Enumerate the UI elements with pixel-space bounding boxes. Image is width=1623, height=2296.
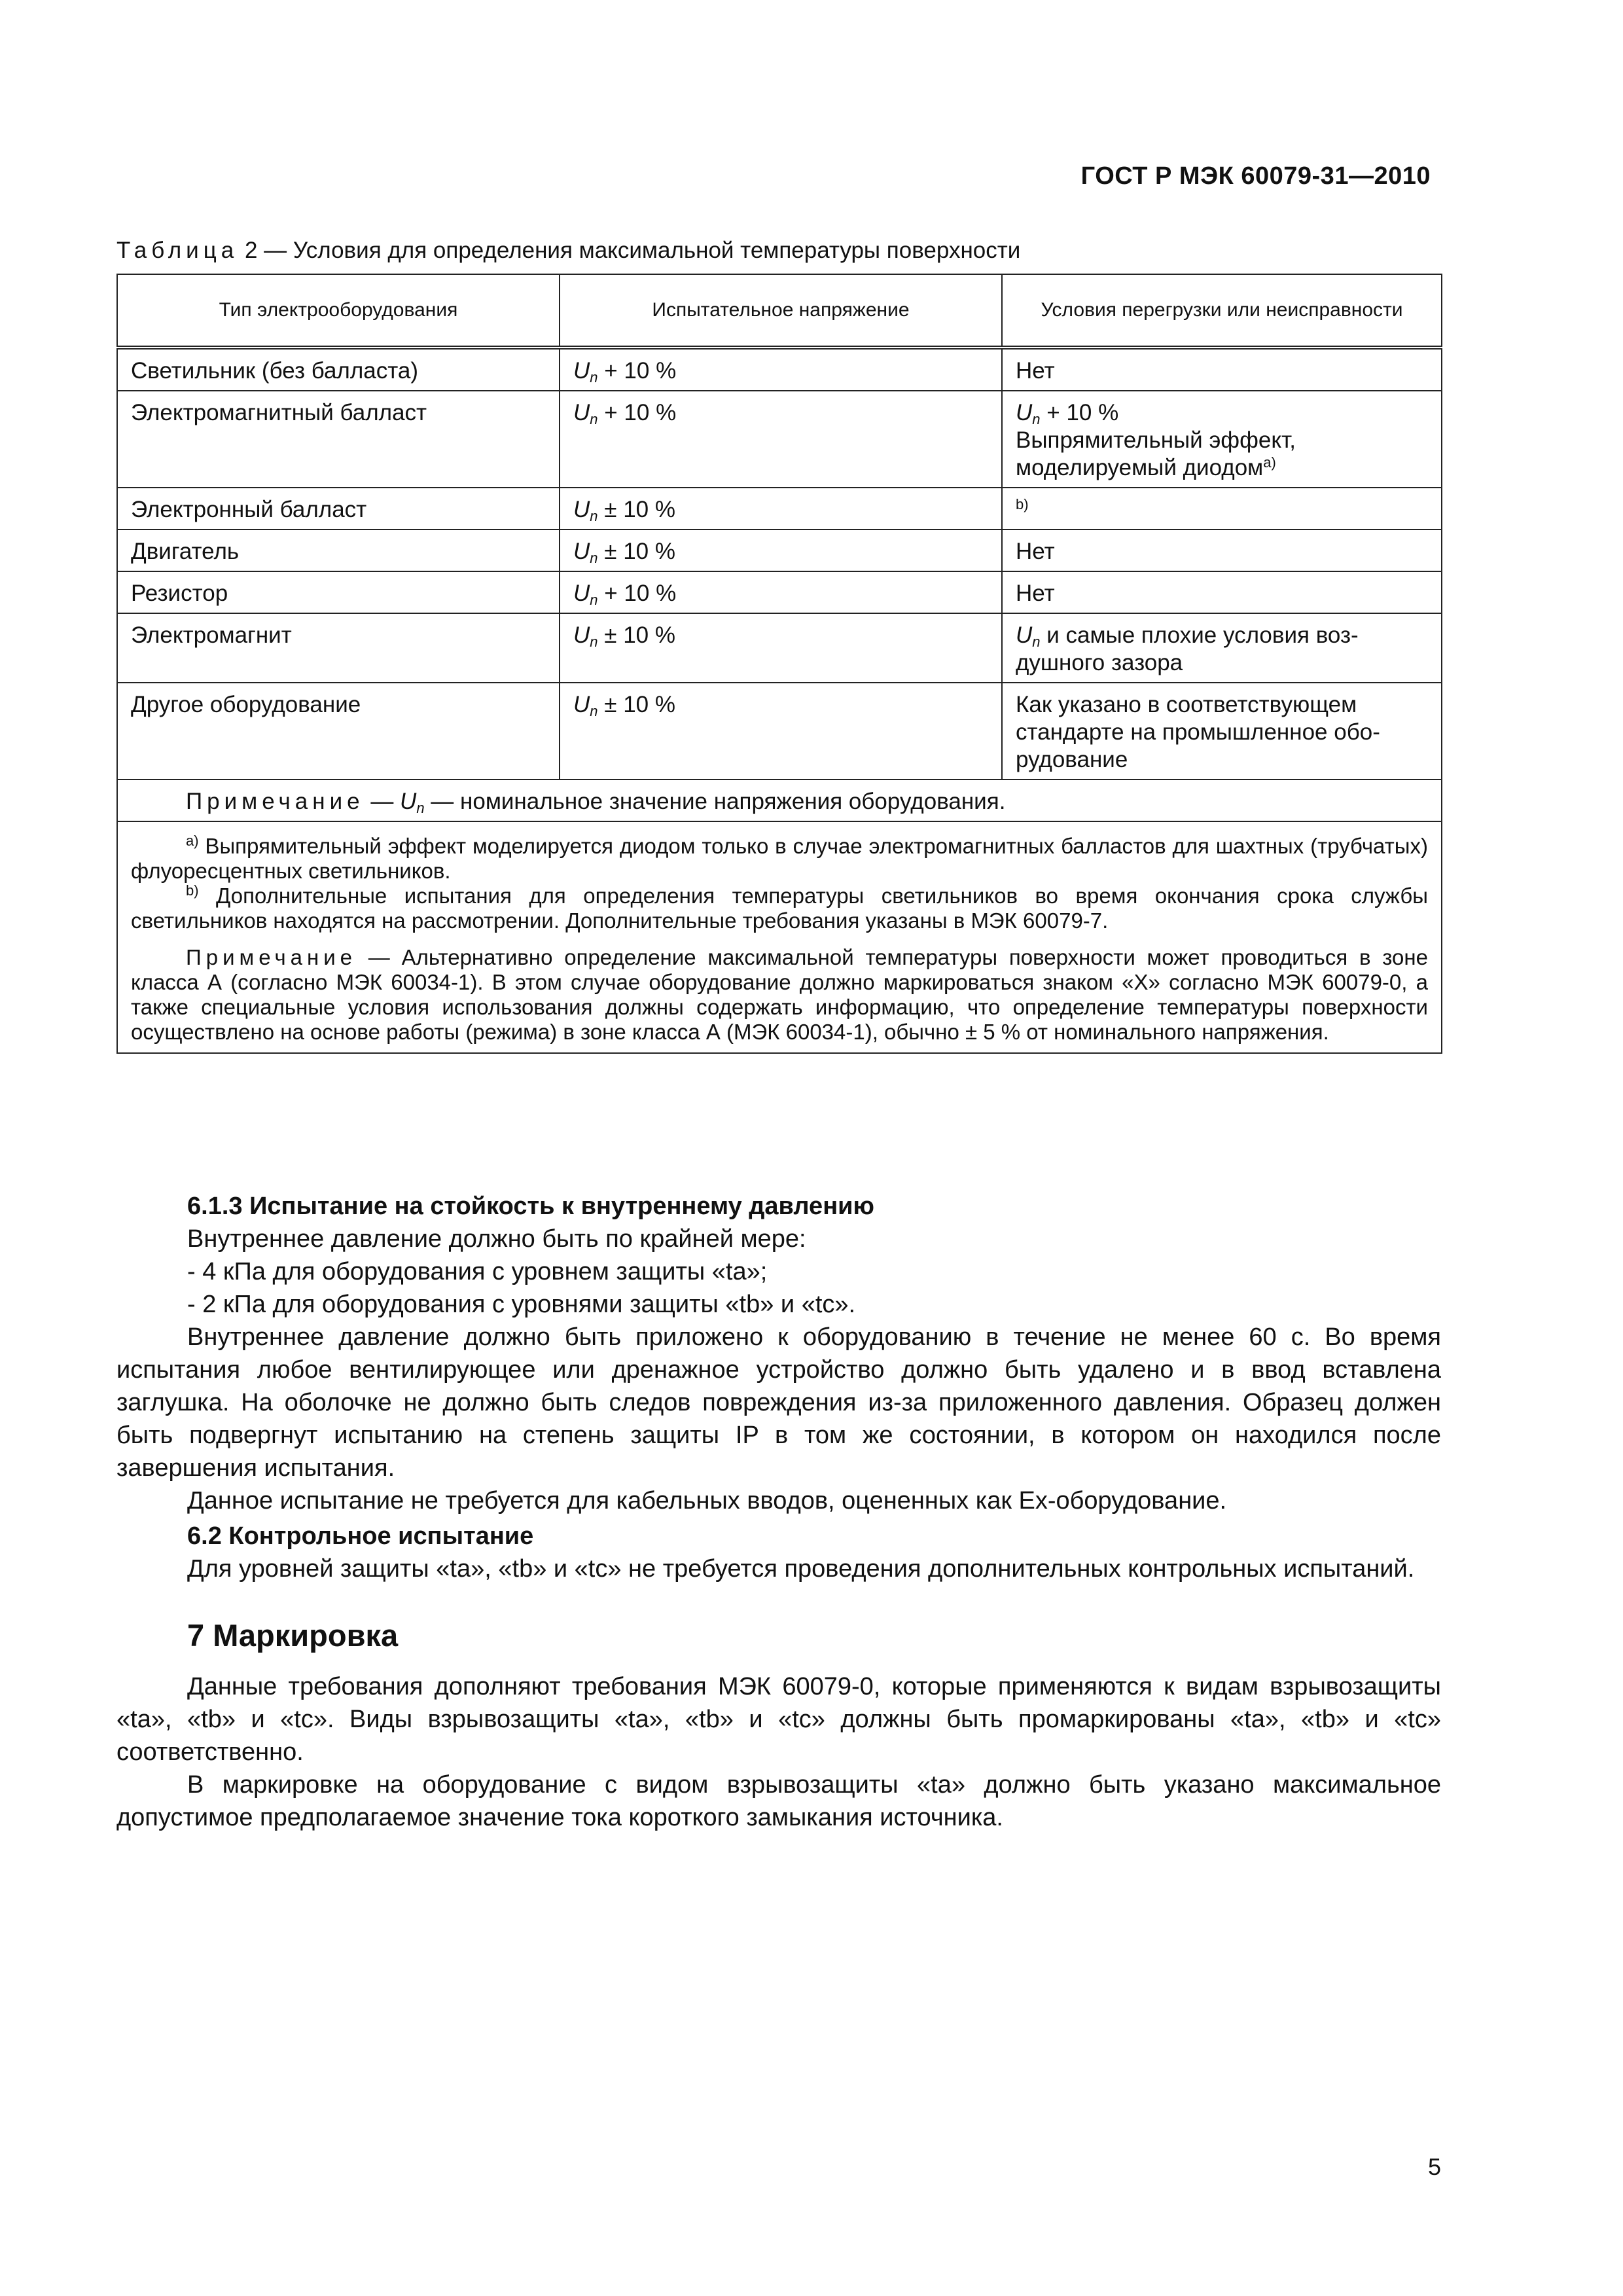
document-code: ГОСТ Р МЭК 60079-31—2010 xyxy=(1080,162,1431,190)
table-row xyxy=(117,391,1442,488)
table-row xyxy=(117,488,1442,529)
table-caption-text: 2 — Условия для определения максимальной температуры поверхности xyxy=(244,238,1021,263)
table-caption-label: Таблица xyxy=(116,238,239,263)
conditions-table xyxy=(116,274,1442,1054)
equipment-type: Электронный балласт xyxy=(117,488,560,529)
column-header: Испытательное напряжение xyxy=(560,274,1002,348)
paragraph: Внутреннее давление должно быть приложено к оборудованию в течение не менее 60 с. Во время испытания любое вентилирующее или дренажное устройство должно быть удалено и в ввод вставлена заглушка. На оболочке не должно быть следов повреждения из-за приложенного давления. Образец должен быть подвергнут испытанию на степень защиты IP в том же состоянии, в котором он находился после завершения испытания. xyxy=(116,1323,1441,1482)
table-row xyxy=(117,571,1442,613)
table-note-2: Примечание — Альтернативно определение максимальной температуры поверхности может проводиться в зоне класса А (согласно МЭК 60034-1). В этом случае оборудование должно маркироваться знаком «Х» согласно МЭК 60079-0, а также специальные условия использования должны содержать информацию, что определение температуры поверхности осуществлено на основе работы (режима) в зоне класса А (МЭК 60034-1), обычно ± 5 % от номинального напряжения. xyxy=(131,945,1428,1044)
table-header-row xyxy=(117,274,1442,348)
fault-condition xyxy=(1002,488,1442,529)
table-footnotes xyxy=(117,821,1442,1053)
paragraph: Данное испытание не требуется для кабельных вводов, оцененных как Ex-оборудование. xyxy=(187,1487,1227,1515)
list-item: - 2 кПа для оборудования с уровнями защиты «tb» и «tc». xyxy=(187,1291,856,1318)
fault-condition: $U_n$ и самые плохие условия воз- душного зазора xyxy=(1002,613,1442,683)
test-voltage: $U_n + 10$ % xyxy=(560,391,1002,488)
equipment-type: Двигатель xyxy=(117,529,560,571)
section-heading: 7 Маркировка xyxy=(187,1618,399,1653)
section-heading: 6.1.3 Испытание на стойкость к внутреннему давлению xyxy=(187,1193,874,1220)
page-number: 5 xyxy=(1427,2153,1441,2180)
footnote-ref: b) xyxy=(1016,496,1029,512)
table-row xyxy=(117,613,1442,683)
table-note-row xyxy=(117,780,1442,821)
section-6-1-3 xyxy=(116,1190,1441,1834)
equipment-type: Электромагнитный балласт xyxy=(117,391,560,488)
table-row xyxy=(117,348,1442,391)
table-row xyxy=(117,683,1442,780)
column-header: Условия перегрузки или неисправности xyxy=(1002,274,1442,348)
list-item: - 4 кПа для оборудования с уровнем защиты «ta»; xyxy=(187,1258,768,1285)
footnote-ref: a) xyxy=(1263,454,1276,471)
footnote-b: $^{b)}$ Дополнительные испытания для определения температуры светильников во время окончания срока службы светильников находятся на рассмотрении. Дополнительные требования указаны в МЭК 60079-7. xyxy=(131,882,1428,933)
section-heading: 6.2 Контрольное испытание xyxy=(187,1522,534,1550)
test-voltage: $U_n \pm 10$ % xyxy=(560,613,1002,683)
test-voltage: $U_n \pm 10$ % xyxy=(560,488,1002,529)
footnote-a: $^{a)}$ Выпрямительный эффект моделируется диодом только в случае электромагнитных балластов для шахтных (трубчатых) флуоресцентных светильников. xyxy=(131,833,1428,883)
equipment-type: Электромагнит xyxy=(117,613,560,683)
test-voltage: $U_n \pm 10$ % xyxy=(560,683,1002,780)
paragraph: В маркировке на оборудование с видом взрывозащиты «ta» должно быть указано максимальное допустимое предполагаемое значение тока короткого замыкания источника. xyxy=(116,1771,1441,1831)
table-note: Примечание — $U_n$ — номинальное значение напряжения оборудования. xyxy=(117,780,1442,821)
equipment-type: Резистор xyxy=(117,571,560,613)
paragraph: Внутреннее давление должно быть по крайней мере: xyxy=(187,1225,806,1253)
test-voltage: $U_n + 10$ % xyxy=(560,348,1002,391)
table-footnotes-row xyxy=(117,821,1442,1053)
table-caption xyxy=(116,238,1020,264)
test-voltage: $U_n + 10$ % xyxy=(560,571,1002,613)
fault-condition: Как указано в соответствующем стандарте на промышленное обо- рудование xyxy=(1002,683,1442,780)
test-voltage: $U_n \pm 10$ % xyxy=(560,529,1002,571)
paragraph: Для уровней защиты «ta», «tb» и «tc» не требуется проведения дополнительных контрольных испытаний. xyxy=(187,1555,1415,1583)
fault-condition: Нет xyxy=(1002,529,1442,571)
paragraph: Данные требования дополняют требования МЭК 60079-0, которые применяются к видам взрывозащиты «ta», «tb» и «tc». Виды взрывозащиты «ta», «tb» и «tc» должны быть промаркированы «ta», «tb» и «tc» соответственно. xyxy=(116,1673,1441,1766)
column-header: Тип электрооборудования xyxy=(117,274,560,348)
fault-condition: Нет xyxy=(1002,571,1442,613)
equipment-type: Другое оборудование xyxy=(117,683,560,780)
table-row xyxy=(117,529,1442,571)
fault-condition: $U_n + 10$ % Выпрямительный эффект, моделируемый диодом$^{a)}$ xyxy=(1002,391,1442,488)
equipment-type: Светильник (без балласта) xyxy=(117,348,560,391)
fault-condition: Нет xyxy=(1002,348,1442,391)
